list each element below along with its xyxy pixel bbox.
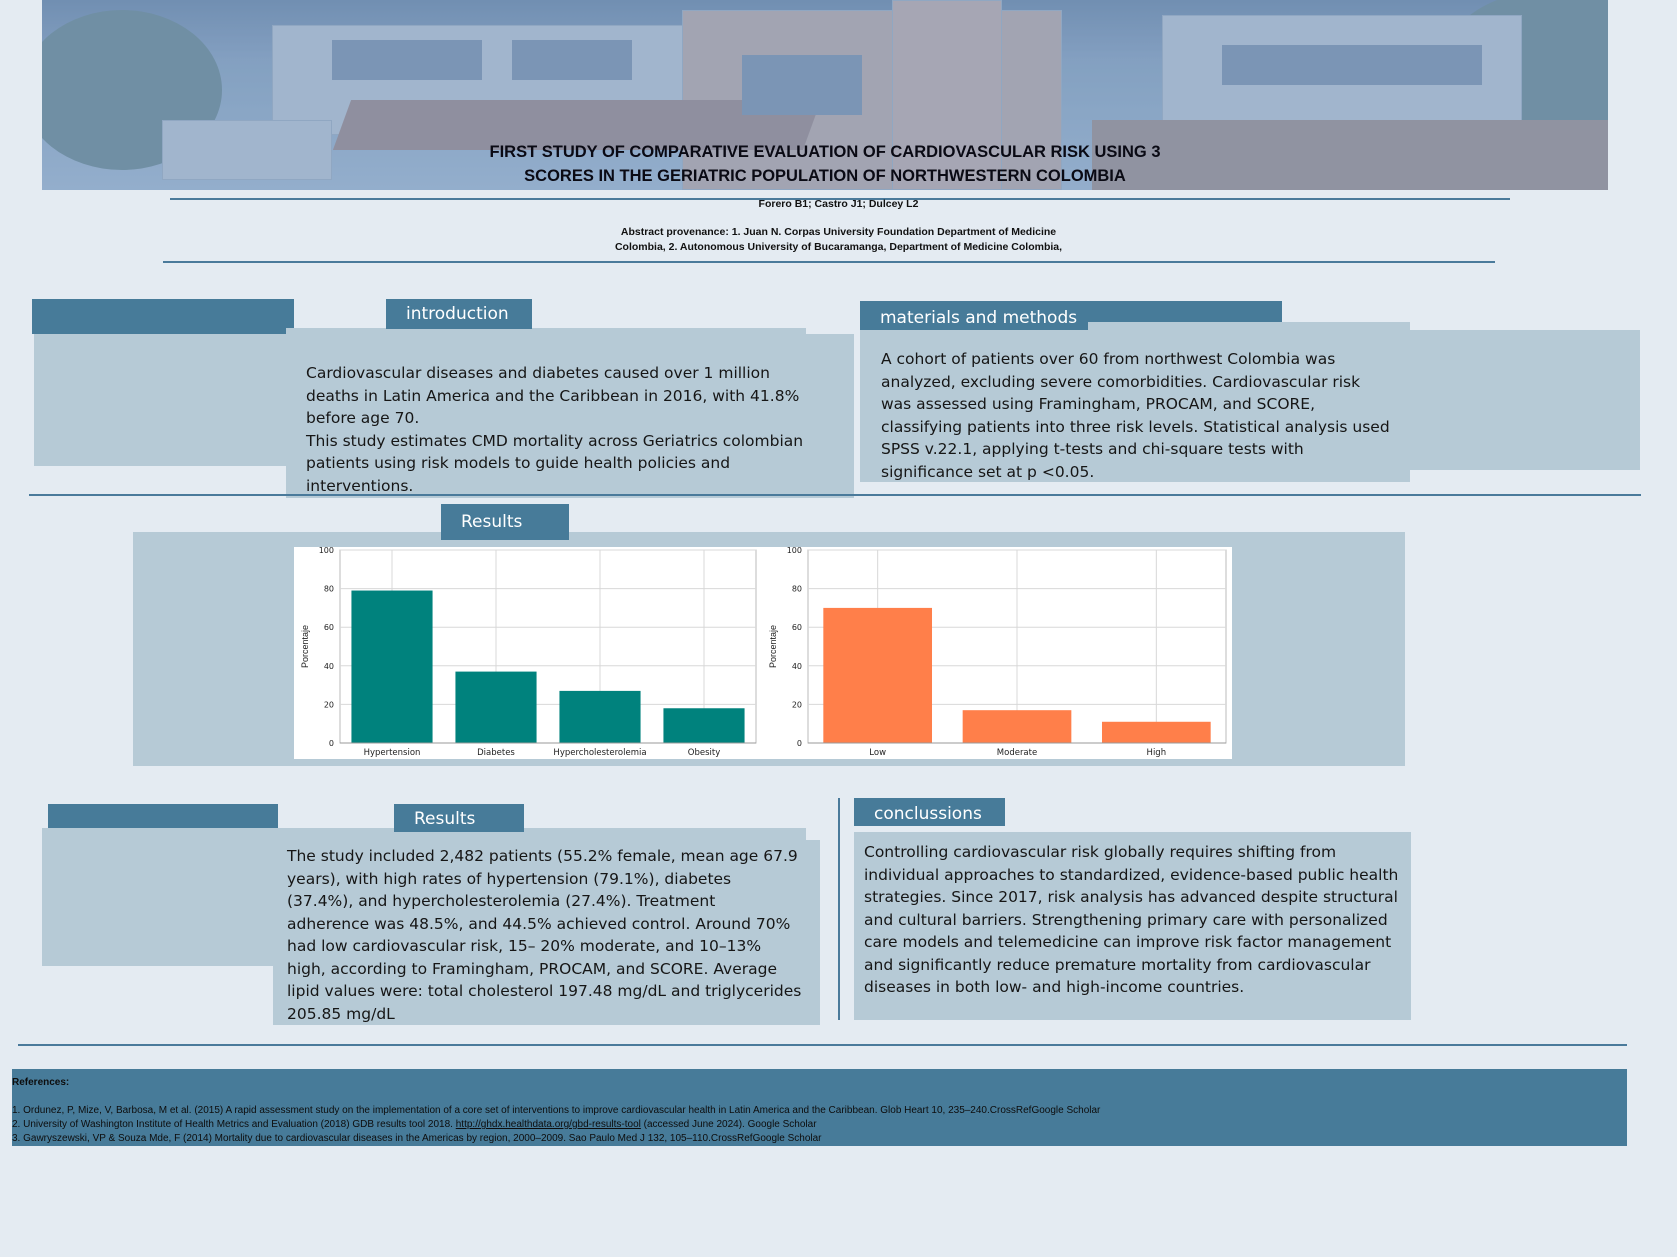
conclusions-text: Controlling cardiovascular risk globally requires shifting from individual approaches to standardized, evidence-based public health strategies. Since 2017, risk analysis has advanced despite structural and cultural barriers. Strengthening primary care with personalized care models and telemedicine can improve risk factor management and significantly reduce premature mortality from cardiovascular diseases in both low- and high-income countries. xyxy=(864,843,1399,996)
reference-2-text: 2. University of Washington Institute of Health Metrics and Evaluation (2018) GDB results tool 2018. xyxy=(12,1119,456,1130)
title-line-2: SCORES IN THE GERIATRIC POPULATION OF NORTHWESTERN COLOMBIA xyxy=(524,167,1126,185)
results-side-panel xyxy=(42,828,278,966)
risk-chart-ytick-label: 20 xyxy=(791,700,802,710)
comorbidity-chart-ytick-label: 60 xyxy=(323,623,334,633)
risk-chart-xtick-label: High xyxy=(1146,748,1167,758)
risk-chart-bar-low xyxy=(823,608,932,743)
results-text: The study included 2,482 patients (55.2% female, mean age 67.9 years), with high rates of hypertension (79.1%), diabetes (37.4%), and hypercholesterolemia (27.4%). Treatment adherence was 48.5%, and 44.5% achieved control. Around 70% had low cardiovascular risk, 15– 20% moderate, and 10–13% high, according to Framingham, PROCAM, and SCORE. Average lipid values were: total cholesterol 197.48 mg/dL and triglycerides 205.85 mg/dL xyxy=(287,847,802,1023)
comorbidity-chart-xtick-label: Hypercholesterolemia xyxy=(553,748,647,758)
references-panel xyxy=(12,1069,1627,1146)
vertical-divider xyxy=(838,798,840,1020)
methods-text: A cohort of patients over 60 from northwest Colombia was analyzed, excluding severe comorbidities. Cardiovascular risk was assessed using Framingham, PROCAM, and SCORE, classifying patients into three risk levels. Statistical analysis used SPSS v.22.1, applying t-tests and chi-square tests with significance set at p <0.05. xyxy=(881,350,1390,481)
intro-side-panel xyxy=(34,334,288,466)
reference-1: 1. Ordunez, P, Mize, V, Barbosa, M et al. (2015) A rapid assessment study on the implementation of a core set of interventions to improve cardiovascular health in Latin America and the Caribbean. Glob Heart 10, 235–240.CrossRefGoogle Scholar xyxy=(12,1105,1101,1116)
intro-accent-bar xyxy=(32,299,294,334)
comorbidity-chart-xtick-label: Obesity xyxy=(687,748,721,758)
intro-paragraph-1: Cardiovascular diseases and diabetes caused over 1 million deaths in Latin America and the Caribbean in 2016, with 41.8% before age 70. xyxy=(306,364,800,427)
reference-2 xyxy=(12,1119,817,1130)
comorbidity-chart-bar-hypertension xyxy=(351,591,432,743)
provenance-line-2: Colombia, 2. Autonomous University of Bucaramanga, Department of Medicine Colombia, xyxy=(614,241,1063,253)
methods-title: materials and methods xyxy=(860,304,1088,330)
risk-chart-ytick-label: 40 xyxy=(791,661,802,671)
comorbidity-chart-bar-obesity xyxy=(663,708,744,743)
divider xyxy=(29,494,1641,496)
chart-risk-levels xyxy=(762,547,1232,759)
poster-title xyxy=(42,140,1608,188)
comorbidity-chart-bar-hypercholesterolemia xyxy=(559,691,640,743)
authors: Forero B1; Castro J1; Dulcey L2 xyxy=(758,198,919,210)
risk-chart-ytick-label: 100 xyxy=(786,547,802,555)
results-text-title: Results xyxy=(394,804,524,832)
intro-title: introduction xyxy=(386,299,532,329)
chart-risk-levels-svg xyxy=(762,547,1232,759)
comorbidity-chart-ytick-label: 40 xyxy=(323,661,334,671)
header-banner xyxy=(42,0,1608,190)
intro-paragraph-2: This study estimates CMD mortality across Geriatrics colombian patients using risk models to guide health policies and interventions. xyxy=(306,431,804,495)
risk-chart-ylabel: Porcentaje xyxy=(768,624,778,669)
conclusions-title: conclussions xyxy=(854,798,1005,826)
results-panel-extension xyxy=(806,840,820,1025)
risk-chart-xtick-label: Low xyxy=(869,748,887,758)
comorbidity-chart-bar-diabetes xyxy=(455,672,536,743)
comorbidity-chart-ylabel: Porcentaje xyxy=(300,624,310,669)
risk-chart-xtick-label: Moderate xyxy=(996,748,1038,758)
chart-comorbidities-svg xyxy=(294,547,762,759)
risk-chart-bar-high xyxy=(1102,722,1211,743)
comorbidity-chart-xtick-label: Hypertension xyxy=(363,748,421,758)
results-charts-title: Results xyxy=(441,504,569,540)
reference-3: 3. Gawryszewski, VP & Souza Mde, F (2014) Mortality due to cardiovascular diseases in the Americas by region, 2000–2009. Sao Paulo Med J 132, 105–110.CrossRefGoogle Scholar xyxy=(12,1133,822,1144)
title-line-1: FIRST STUDY OF COMPARATIVE EVALUATION OF CARDIOVASCULAR RISK USING 3 xyxy=(489,143,1161,161)
provenance-line-1: Abstract provenance: 1. Juan N. Corpas University Foundation Department of Medicine xyxy=(620,226,1057,238)
comorbidity-chart-ytick-label: 0 xyxy=(328,739,334,748)
comorbidity-chart-ytick-label: 80 xyxy=(323,584,334,594)
chart-comorbidities xyxy=(294,547,762,759)
divider xyxy=(18,1044,1627,1046)
intro-text xyxy=(306,362,806,497)
risk-chart-ytick-label: 80 xyxy=(791,584,802,594)
comorbidity-chart-ytick-label: 100 xyxy=(318,547,334,555)
risk-chart-bar-moderate xyxy=(963,710,1072,743)
methods-panel-extension xyxy=(1410,330,1640,470)
intro-panel-extension xyxy=(806,334,854,498)
references-heading: References: xyxy=(12,1077,70,1088)
divider xyxy=(163,261,1495,263)
reference-2-suffix: (accessed June 2024). Google Scholar xyxy=(640,1119,817,1130)
risk-chart-ytick-label: 0 xyxy=(796,739,802,748)
comorbidity-chart-xtick-label: Diabetes xyxy=(477,748,515,758)
risk-chart-ytick-label: 60 xyxy=(791,623,802,633)
reference-2-link[interactable]: http://ghdx.healthdata.org/gbd-results-tool xyxy=(455,1119,641,1130)
comorbidity-chart-ytick-label: 20 xyxy=(323,700,334,710)
